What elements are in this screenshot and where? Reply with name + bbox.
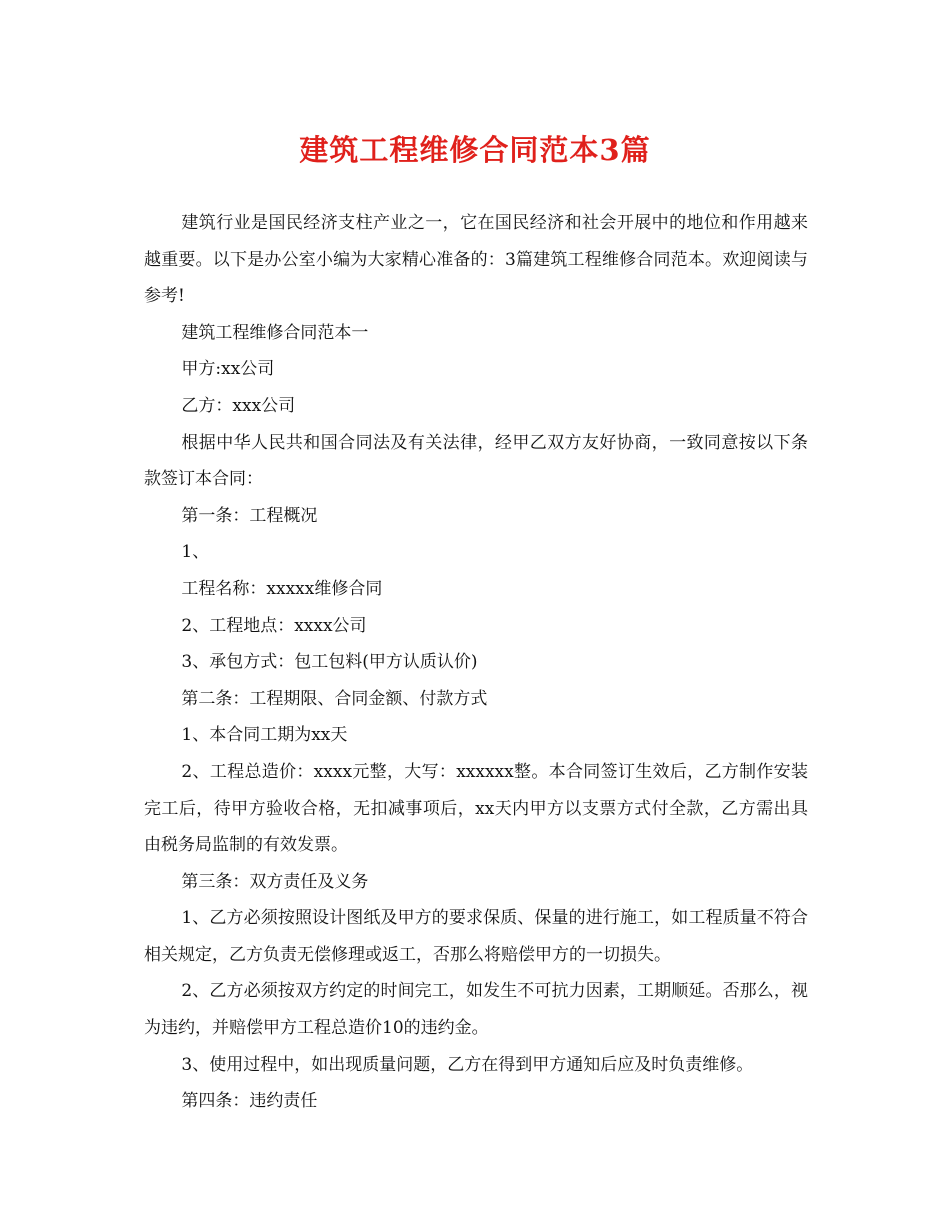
clause-item: 3、使用过程中，如出现质量问题，乙方在得到甲方通知后应及时负责维修。: [181, 1054, 754, 1075]
clause-item: 工程名称：xxxxx维修合同: [181, 578, 383, 599]
article-four-heading: 第四条：违约责任: [181, 1091, 318, 1112]
clause-item: 2、工程地点：xxxx公司: [181, 615, 367, 636]
article-three-heading: 第三条：双方责任及义务: [181, 871, 369, 892]
clause-item: 1、本合同工期为xx天: [181, 725, 348, 746]
document-title: 建筑工程维修合同范本3篇: [299, 133, 651, 167]
clause-item: 1、: [181, 542, 210, 563]
party-b-line: 乙方：xxx公司: [181, 395, 296, 416]
clause-item: 3、承包方式：包工包料(甲方认质认价): [181, 652, 478, 673]
document-body: [144, 205, 808, 1120]
clause-item: 2、工程总造价：xxxx元整，大写：xxxxxx整。本合同签订生效后，乙方制作安装完工后，待甲方验收合格，无扣减事项后，xx天内甲方以支票方式付全款，乙方需出具由税务局监制的有效发票。: [144, 761, 808, 856]
clause-item: 1、乙方必须按照设计图纸及甲方的要求保质、保量的进行施工，如工程质量不符合相关规定，乙方负责无偿修理或返工，否那么将赔偿甲方的一切损失。: [144, 908, 808, 965]
party-a-line: 甲方:xx公司: [181, 359, 275, 380]
article-one-heading: 第一条：工程概况: [181, 505, 318, 526]
preamble-paragraph: 根据中华人民共和国合同法及有关法律，经甲乙双方友好协商，一致同意按以下条款签订本合同：: [144, 432, 808, 490]
clause-item: 2、乙方必须按双方约定的时间完工，如发生不可抗力因素，工期顺延。否那么，视为违约，并赔偿甲方工程总造价10的违约金。: [144, 981, 808, 1039]
intro-paragraph: 建筑行业是国民经济支柱产业之一，它在国民经济和社会开展中的地位和作用越来越重要。以下是办公室小编为大家精心准备的：3篇建筑工程维修合同范本。欢迎阅读与参考!: [144, 213, 808, 307]
section-heading-contract-one: 建筑工程维修合同范本一: [181, 322, 369, 343]
article-two-heading: 第二条：工程期限、合同金额、付款方式: [181, 688, 488, 709]
